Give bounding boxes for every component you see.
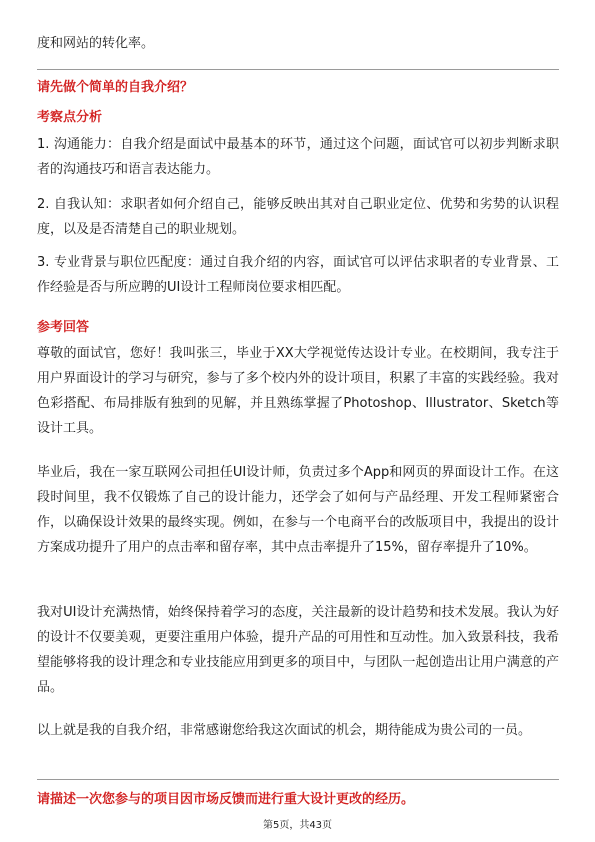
analysis-point: 2. 自我认知：求职者如何介绍自己，能够反映出其对自己职业定位、优势和劣势的认识程度，以及是否清楚自己的职业规划。	[37, 197, 559, 237]
continued-paragraph: 度和网站的转化率。	[37, 36, 155, 51]
answer-paragraph: 以上就是我的自我介绍，非常感谢您给我这次面试的机会，期待能成为贵公司的一员。	[37, 723, 532, 738]
answer-label: 参考回答	[37, 320, 90, 335]
interview-question-heading: 请描述一次您参与的项目因市场反馈而进行重大设计更改的经历。	[37, 792, 415, 807]
page-number: 第5页，共43页	[262, 820, 333, 831]
analysis-label: 考察点分析	[37, 110, 103, 125]
interview-question-heading: 请先做个简单的自我介绍？	[37, 80, 194, 95]
section-divider	[37, 779, 559, 780]
answer-paragraph: 毕业后，我在一家互联网公司担任UI设计师，负责过多个App和网页的界面设计工作。在这段时间里，我不仅锻炼了自己的设计能力，还学会了如何与产品经理、开发工程师紧密合作，以确保设计效果的最终实现。例如，在参与一个电商平台的改版项目中，我提出的设计方案成功提升了用户的点击率和留存率，其中点击率提升了15%，留存率提升了10%。	[37, 465, 559, 555]
analysis-point: 3. 专业背景与职位匹配度：通过自我介绍的内容，面试官可以评估求职者的专业背景、工作经验是否与所应聘的UI设计工程师岗位要求相匹配。	[37, 255, 559, 295]
answer-paragraph: 我对UI设计充满热情，始终保持着学习的态度，关注最新的设计趋势和技术发展。我认为好的设计不仅要美观，更要注重用户体验，提升产品的可用性和互动性。加入致景科技，我希望能够将我的设计理念和专业技能应用到更多的项目中，与团队一起创造出让用户满意的产品。	[37, 605, 559, 695]
answer-paragraph: 尊敬的面试官，您好！我叫张三，毕业于XX大学视觉传达设计专业。在校期间，我专注于用户界面设计的学习与研究，参与了多个校内外的设计项目，积累了丰富的实践经验。我对色彩搭配、布局排版有独到的见解，并且熟练掌握了Photoshop、Illustrator、Sketch等设计工具。	[37, 346, 559, 436]
analysis-point: 1. 沟通能力：自我介绍是面试中最基本的环节，通过这个问题，面试官可以初步判断求职者的沟通技巧和语言表达能力。	[37, 137, 559, 177]
section-divider	[37, 69, 559, 70]
